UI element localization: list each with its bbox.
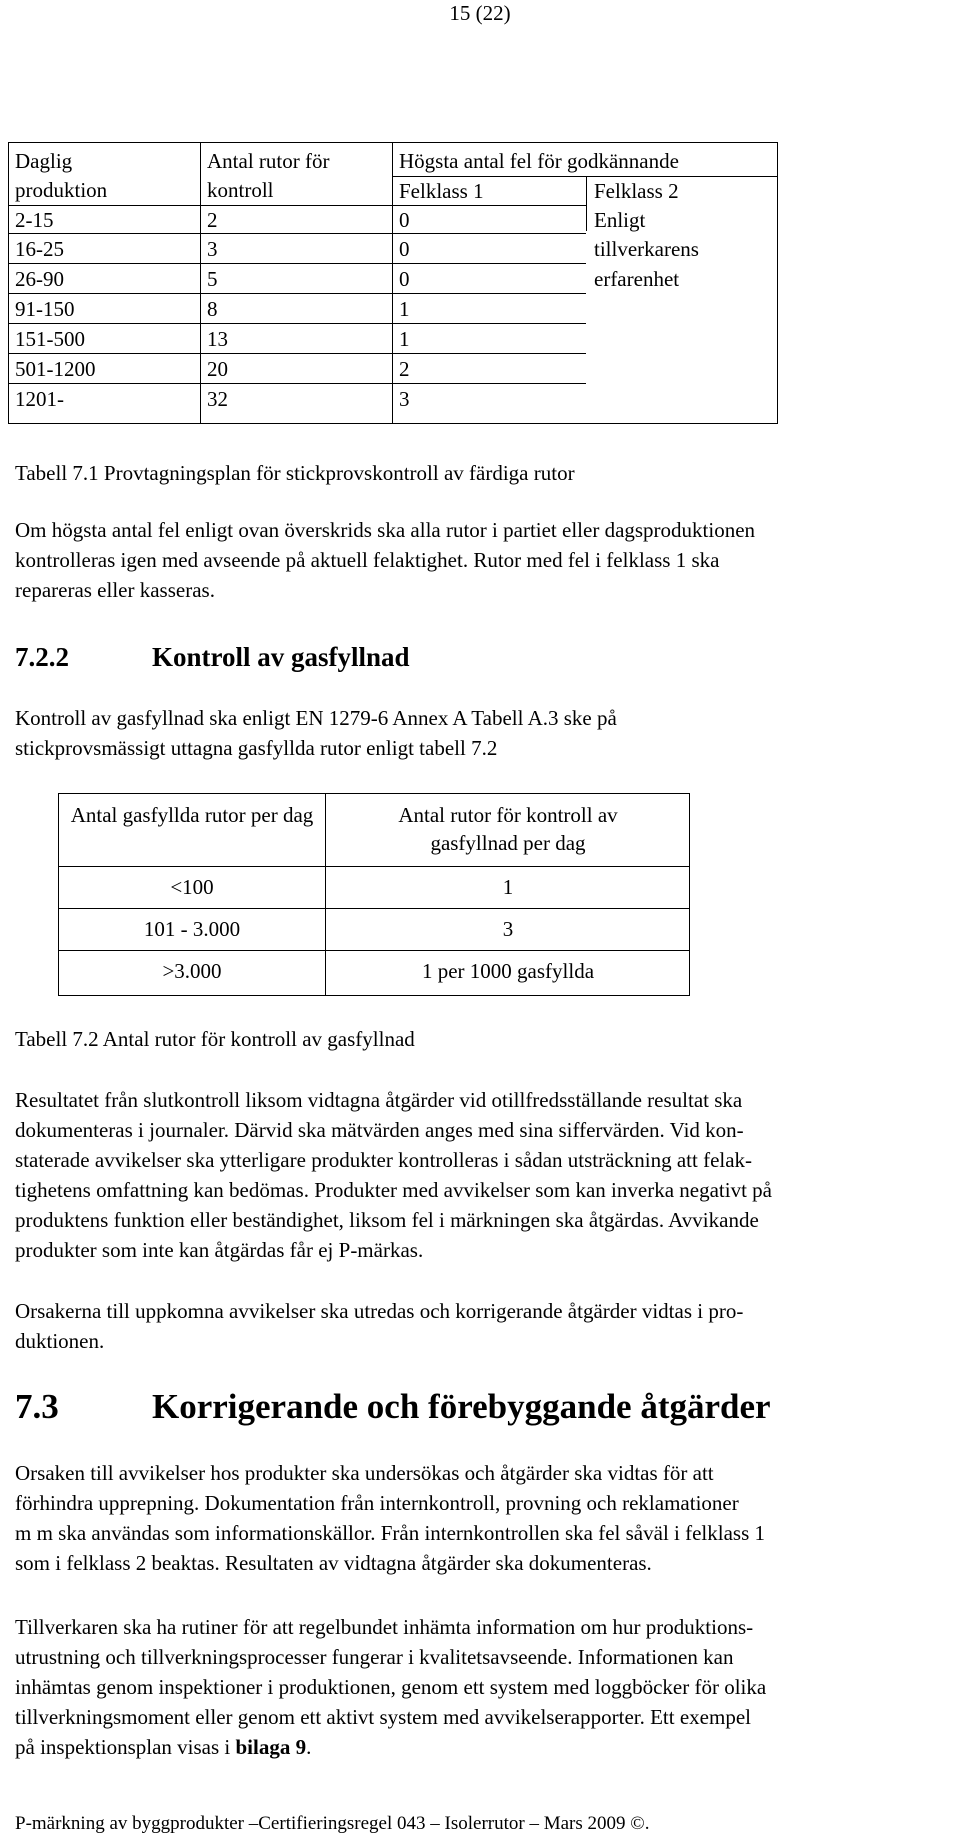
row-3-felklass-1: 0 [399, 267, 410, 291]
gas-row-1-count: <100 [170, 875, 214, 899]
header-felklass-2: Felklass 2 [594, 179, 679, 203]
section-title-kontroll-gasfyllnad: Kontroll av gasfyllnad [152, 642, 410, 672]
header-antal-rutor: Antal rutor för [207, 149, 330, 173]
row-5-antal: 13 [207, 327, 228, 351]
paragraph-overskrids: Om högsta antal fel enligt ovan överskrids ska alla rutor i partiet eller dagsproduktionen kontrolleras igen med avseende på aktuell felaktighet. Rutor med fel i felklass 1 ska repareras eller kasseras. [15, 518, 756, 602]
paragraph-orsaken: Orsaken till avvikelser hos produkter ska undersökas och åtgärder ska vidtas för att förhindra upprepning. Dokumentation från internkontroll, provning och reklamationer m m ska användas som informationskällor. Från internkontrollen ska fel såväl i felklass 1 som i felklass 2 beaktas. Resultaten av vidtagna åtgärder ska dokumenteras. [15, 1461, 766, 1575]
gas-row-2-count: 101 - 3.000 [143, 917, 241, 941]
header-daglig: Daglig [15, 149, 73, 173]
paragraph-gasfyllnad: Kontroll av gasfyllnad ska enligt EN 1279-6 Annex A Tabell A.3 ske på stickprovsmässigt uttagna gasfyllda rutor enligt tabell 7.2 [15, 706, 617, 760]
row-5-felklass-1: 1 [399, 327, 410, 351]
header-produktion: produktion [15, 178, 108, 202]
row-4-antal: 8 [207, 297, 218, 321]
gas-row-3-count: >3.000 [162, 959, 222, 983]
page-footer: P-märkning av byggprodukter –Certifieringsregel 043 – Isolerrutor – Mars 2009 ©. [15, 1813, 650, 1834]
header-felklass-1: Felklass 1 [399, 179, 484, 203]
paragraph-orsakerna: Orsakerna till uppkomna avvikelser ska utredas och korrigerande åtgärder vidtas i pro- duktionen. [15, 1299, 744, 1353]
gas-row-3-kontroll: 1 per 1000 gasfyllda [421, 959, 595, 983]
row-2-felklass-1: 0 [399, 237, 410, 261]
felklass-2-line-1: Enligt [594, 208, 646, 232]
section-number-7-2-2: 7.2.2 [15, 642, 69, 672]
header-antal-kontroll-line-1: Antal rutor för kontroll av [398, 803, 618, 827]
row-6-antal: 20 [207, 357, 228, 381]
header-kontroll: kontroll [207, 178, 274, 202]
header-antal-gasfyllda: Antal gasfyllda rutor per dag [70, 803, 314, 827]
row-7-antal: 32 [207, 387, 228, 411]
table-7-2-caption: Tabell 7.2 Antal rutor för kontroll av gasfyllnad [15, 1027, 415, 1051]
felklass-2-line-3: erfarenhet [594, 267, 680, 291]
row-4-produktion: 91-150 [15, 297, 75, 321]
gas-row-1-kontroll: 1 [502, 875, 514, 899]
row-6-produktion: 501-1200 [15, 357, 96, 381]
row-1-produktion: 2-15 [15, 208, 54, 232]
row-2-produktion: 16-25 [15, 237, 64, 261]
paragraph-resultatet: Resultatet från slutkontroll liksom vidtagna åtgärder vid otillfredsställande resultat ska dokumenteras i journaler. Därvid ska mätvärden anges med sina siffervärden. Vid kon- staterade avvikelser ska ytterligare produkter kontrolleras i sådan utsträckning att felak- tighetens omfattning kan bedömas. Produkter med avvikelser som kan inverka negativt på produktens funktion eller beständighet, liksom fel i märkningen ska åtgärdas. Avvikande produkter som inte kan åtgärdas får ej P-märkas. [15, 1088, 772, 1262]
section-title-korrigerande: Korrigerande och förebyggande åtgärder [152, 1387, 771, 1426]
row-3-antal: 5 [207, 267, 218, 291]
gas-row-2-kontroll: 3 [502, 917, 514, 941]
row-3-produktion: 26-90 [15, 267, 64, 291]
row-1-felklass-1: 0 [399, 208, 410, 232]
felklass-2-line-2: tillverkarens [594, 237, 699, 261]
page-number: 15 (22) [449, 1, 511, 25]
header-hogsta-antal: Högsta antal fel för godkännande [399, 149, 679, 173]
row-4-felklass-1: 1 [399, 297, 410, 321]
header-antal-kontroll-line-2: gasfyllnad per dag [430, 831, 586, 855]
row-7-felklass-1: 3 [399, 387, 410, 411]
bilaga-9-reference: bilaga 9 [235, 1735, 307, 1759]
sampling-plan-table [8, 142, 778, 424]
paragraph-tillverkaren: Tillverkaren ska ha rutiner för att regelbundet inhämta information om hur produktions- utrustning och tillverkningsprocesser fungerar i kvalitetsavseende. Informationen kan inhämtas genom inspektioner i produktionen, genom ett system med loggböcker för olika tillverkningsmoment eller genom ett aktivt system med avvikelserapporter. Ett exempel på inspektionsplan visas i bilaga 9. [15, 1615, 767, 1759]
row-5-produktion: 151-500 [15, 327, 85, 351]
gas-fill-table [58, 793, 690, 996]
section-number-7-3: 7.3 [15, 1387, 59, 1426]
row-6-felklass-1: 2 [399, 357, 410, 381]
table-7-1-caption: Tabell 7.1 Provtagningsplan för stickprovskontroll av färdiga rutor [15, 461, 575, 485]
row-1-antal: 2 [207, 208, 218, 232]
row-2-antal: 3 [207, 237, 218, 261]
row-7-produktion: 1201- [15, 387, 64, 411]
